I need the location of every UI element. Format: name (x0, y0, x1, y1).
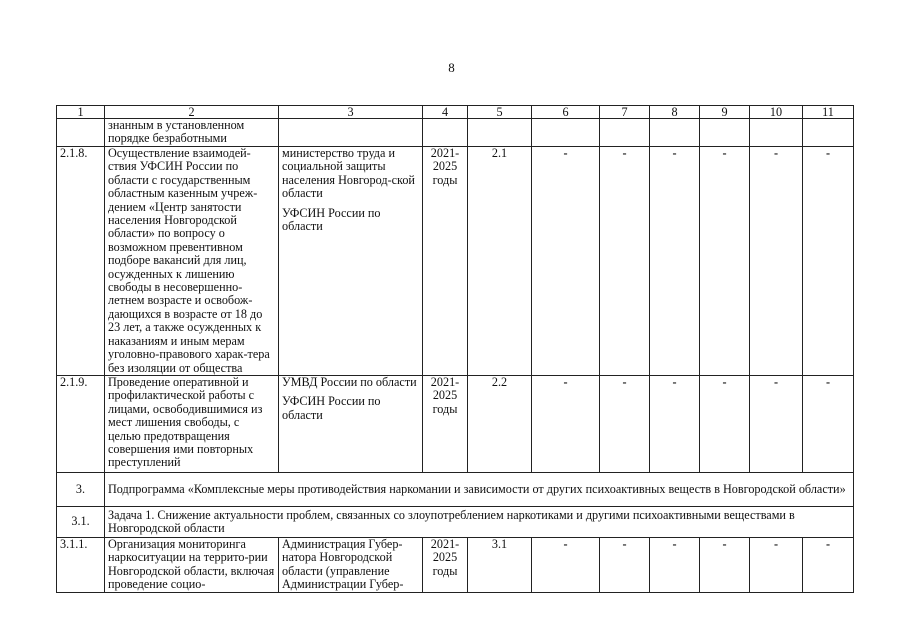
value-cell: - (532, 147, 600, 376)
table-row (57, 147, 854, 376)
value-cell: - (803, 147, 854, 376)
column-header: 10 (750, 106, 803, 119)
task-title: Задача 1. Снижение актуальности проблем, связанных со злоупотреблением наркотиками и другими психоактивными веществами в Новгородской области (105, 506, 854, 537)
years-cell: 2021-2025 годы (423, 537, 468, 592)
activity-text: Организация мониторинга наркоситуации на террито-рии Новгородской области, включая проведение социо- (105, 537, 279, 592)
table-row (57, 375, 854, 472)
value-cell: - (700, 147, 750, 376)
value-cell: - (532, 375, 600, 472)
column-header: 1 (57, 106, 105, 119)
activity-text: знанным в установленном порядке безработными (105, 119, 279, 147)
program-table (56, 105, 854, 593)
value-cell: - (532, 537, 600, 592)
row-number: 2.1.8. (57, 147, 105, 376)
value-cell: - (803, 537, 854, 592)
indicator-ref: 2.2 (468, 375, 532, 472)
column-header: 4 (423, 106, 468, 119)
row-number: 3.1.1. (57, 537, 105, 592)
task-row (57, 506, 854, 537)
value-cell: - (600, 375, 650, 472)
executor: министерство труда и социальной защиты населения Новгород-ской области (282, 146, 415, 201)
executor: УФСИН России по области (282, 394, 381, 422)
years-cell: 2021-2025 годы (423, 375, 468, 472)
page-number: 8 (448, 60, 455, 75)
subprogram-title: Подпрограмма «Комплексные меры противодействия наркомании и зависимости от других психоактивных веществ в Новгородской области» (105, 472, 854, 506)
indicator-ref: 3.1 (468, 537, 532, 592)
executor: УФСИН России по области (282, 205, 381, 234)
column-header: 9 (700, 106, 750, 119)
years-cell: 2021-2025 годы (423, 147, 468, 376)
subprogram-row (57, 472, 854, 506)
column-header: 11 (803, 106, 854, 119)
column-header: 3 (279, 106, 423, 119)
value-cell: - (750, 375, 803, 472)
column-header: 8 (650, 106, 700, 119)
row-number: 3. (57, 472, 105, 506)
table-row-continuation (57, 119, 854, 147)
value-cell: - (650, 375, 700, 472)
executors-cell (279, 375, 423, 472)
value-cell: - (600, 537, 650, 592)
value-cell: - (750, 147, 803, 376)
value-cell: - (803, 375, 854, 472)
activity-text: Осуществление взаимодей-ствия УФСИН России по области с государственным областным казенным учреж-дением «Центр занятости населения Новгородской области» по вопросу о возможном превентивном подборе вакансий для лиц, осужденных к лишению свободы в несовершенно-летнем возрасте и освобож-дающихся в возрасте от 18 до 23 лет, а также осужденных к наказаниям и иным мерам уголовно-правового харак-тера без изоляции от общества (105, 147, 279, 376)
value-cell: - (700, 375, 750, 472)
value-cell: - (600, 147, 650, 376)
column-header: 6 (532, 106, 600, 119)
value-cell: - (650, 537, 700, 592)
executor: УМВД России по области (282, 375, 417, 389)
value-cell: - (700, 537, 750, 592)
value-cell: - (650, 147, 700, 376)
column-number-header-row (57, 106, 854, 119)
row-number: 2.1.9. (57, 375, 105, 472)
column-header: 5 (468, 106, 532, 119)
indicator-ref: 2.1 (468, 147, 532, 376)
executors-cell (279, 147, 423, 376)
value-cell: - (750, 537, 803, 592)
column-header: 2 (105, 106, 279, 119)
table-row (57, 537, 854, 592)
row-number: 3.1. (57, 506, 105, 537)
activity-text: Проведение оперативной и профилактической работы с лицами, освободившимися из мест лишения свободы, с целью предотвращения совершения ими повторных преступлений (105, 375, 279, 472)
executor: Администрация Губер-натора Новгородской области (управление Администрации Губер- (279, 537, 423, 592)
column-header: 7 (600, 106, 650, 119)
